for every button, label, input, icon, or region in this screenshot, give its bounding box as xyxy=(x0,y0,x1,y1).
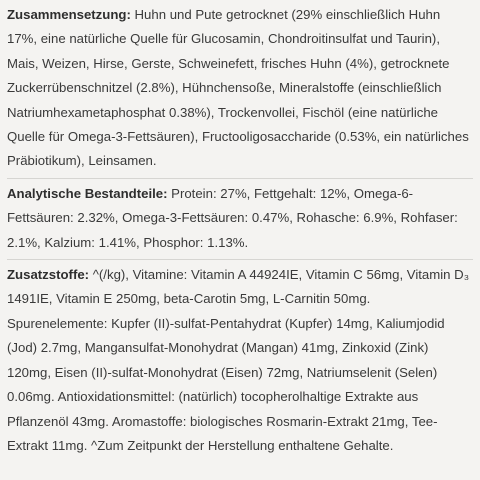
additives-label: Zusatzstoffe: xyxy=(7,267,90,283)
analytical-text: Protein: 27%, Fettgehalt: 12%, Omega-6-Fettsäuren: 2.32%, Omega-3-Fettsäuren: 0.47%, Rohasche: 6.9%, Rohfaser: 2.1%, Kalzium: 1.41%, Phosphor: 1.13%. xyxy=(7,185,458,250)
analytical-label: Analytische Bestandteile: xyxy=(7,185,168,201)
composition-paragraph xyxy=(7,3,473,174)
additives-paragraph xyxy=(7,263,473,458)
composition-section xyxy=(7,0,473,178)
analytical-paragraph xyxy=(7,182,473,255)
additives-text: ^(/kg), Vitamine: Vitamin A 44924IE, Vitamin C 56mg, Vitamin D₃ 1491IE, Vitamin E 250mg, beta-Carotin 5mg, L-Carnitin 50mg. Spurenelemente: Kupfer (II)-sulfat-Pentahydrat (Kupfer) 14mg, Kaliumjodid (Jod) 2.7mg, Mangansulfat-Monohydrat (Mangan) 41mg, Zinkoxid (Zink) 120mg, Eisen (II)-sulfat-Monohydrat (Eisen) 72mg, Natriumselenit (Selen) 0.06mg. Antioxidationsmittel: (natürlich) tocopherolhaltige Extrakte aus Pflanzenöl 43mg. Aromastoffe: biologisches Rosmarin-Extrakt 21mg, Tee-Extrakt 11mg. ^Zum Zeitpunkt der Herstellung enthaltene Gehalte. xyxy=(7,267,470,453)
composition-label: Zusammensetzung: xyxy=(7,7,131,22)
composition-text: Huhn und Pute getrocknet (29% einschließlich Huhn 17%, eine natürliche Quelle für Glucosamin, Chondroitinsulfat und Taurin), Mais, Weizen, Hirse, Gerste, Schweinefett, frisches Huhn (4%), getrocknete Zuckerrübenschnitzel (2.8%), Hühnchensoße, Mineralstoffe (einschließlich Natriumhexametaphosphat 0.38%), Trockenvollei, Fischöl (eine natürliche Quelle für Omega-3-Fettsäuren), Fructooligosaccharide (0.53%, ein natürliches Präbiotikum), Leinsamen. xyxy=(7,7,469,169)
additives-section xyxy=(7,260,473,458)
analytical-section xyxy=(7,179,473,259)
